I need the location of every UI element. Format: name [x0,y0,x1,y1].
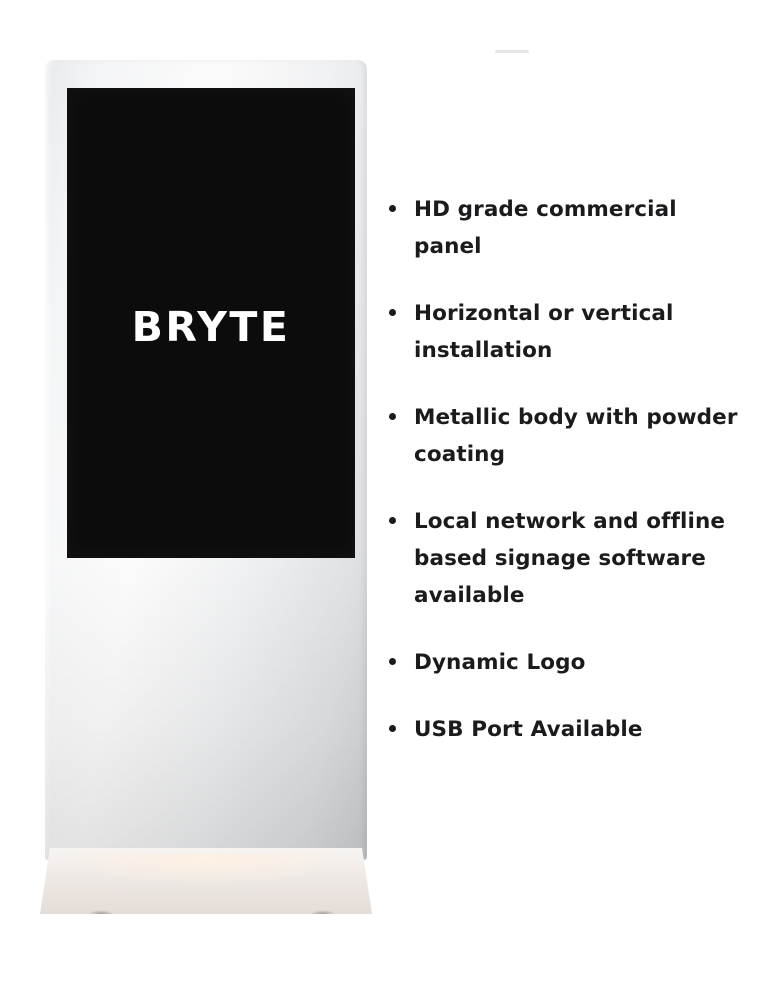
feature-text: USB Port Available [414,716,643,742]
bullet-icon [389,725,396,732]
bullet-icon [389,413,396,420]
bullet-icon [389,205,396,212]
feature-list [382,192,742,749]
list-item [382,400,742,474]
bullet-icon [389,309,396,316]
feature-text: Local network and offline based signage software available [414,508,726,608]
kiosk-foot-right [310,910,336,918]
list-item [382,296,742,370]
feature-text: Dynamic Logo [414,649,586,675]
list-item [382,192,742,266]
kiosk-base [40,848,372,914]
bullet-icon [389,658,396,665]
feature-text: HD grade commercial panel [414,197,677,259]
kiosk-body [45,60,367,860]
brand-logo-text: BRYTE [131,303,291,351]
bullet-icon [389,517,396,524]
kiosk-product-image [40,60,370,920]
list-item [382,712,742,749]
feature-text: Horizontal or vertical installation [414,300,674,363]
stray-mark [495,50,529,53]
feature-text: Metallic body with powder coating [414,404,738,467]
kiosk-foot-left [88,910,114,918]
kiosk-display-screen [67,88,355,558]
list-item [382,645,742,682]
list-item [382,504,742,615]
